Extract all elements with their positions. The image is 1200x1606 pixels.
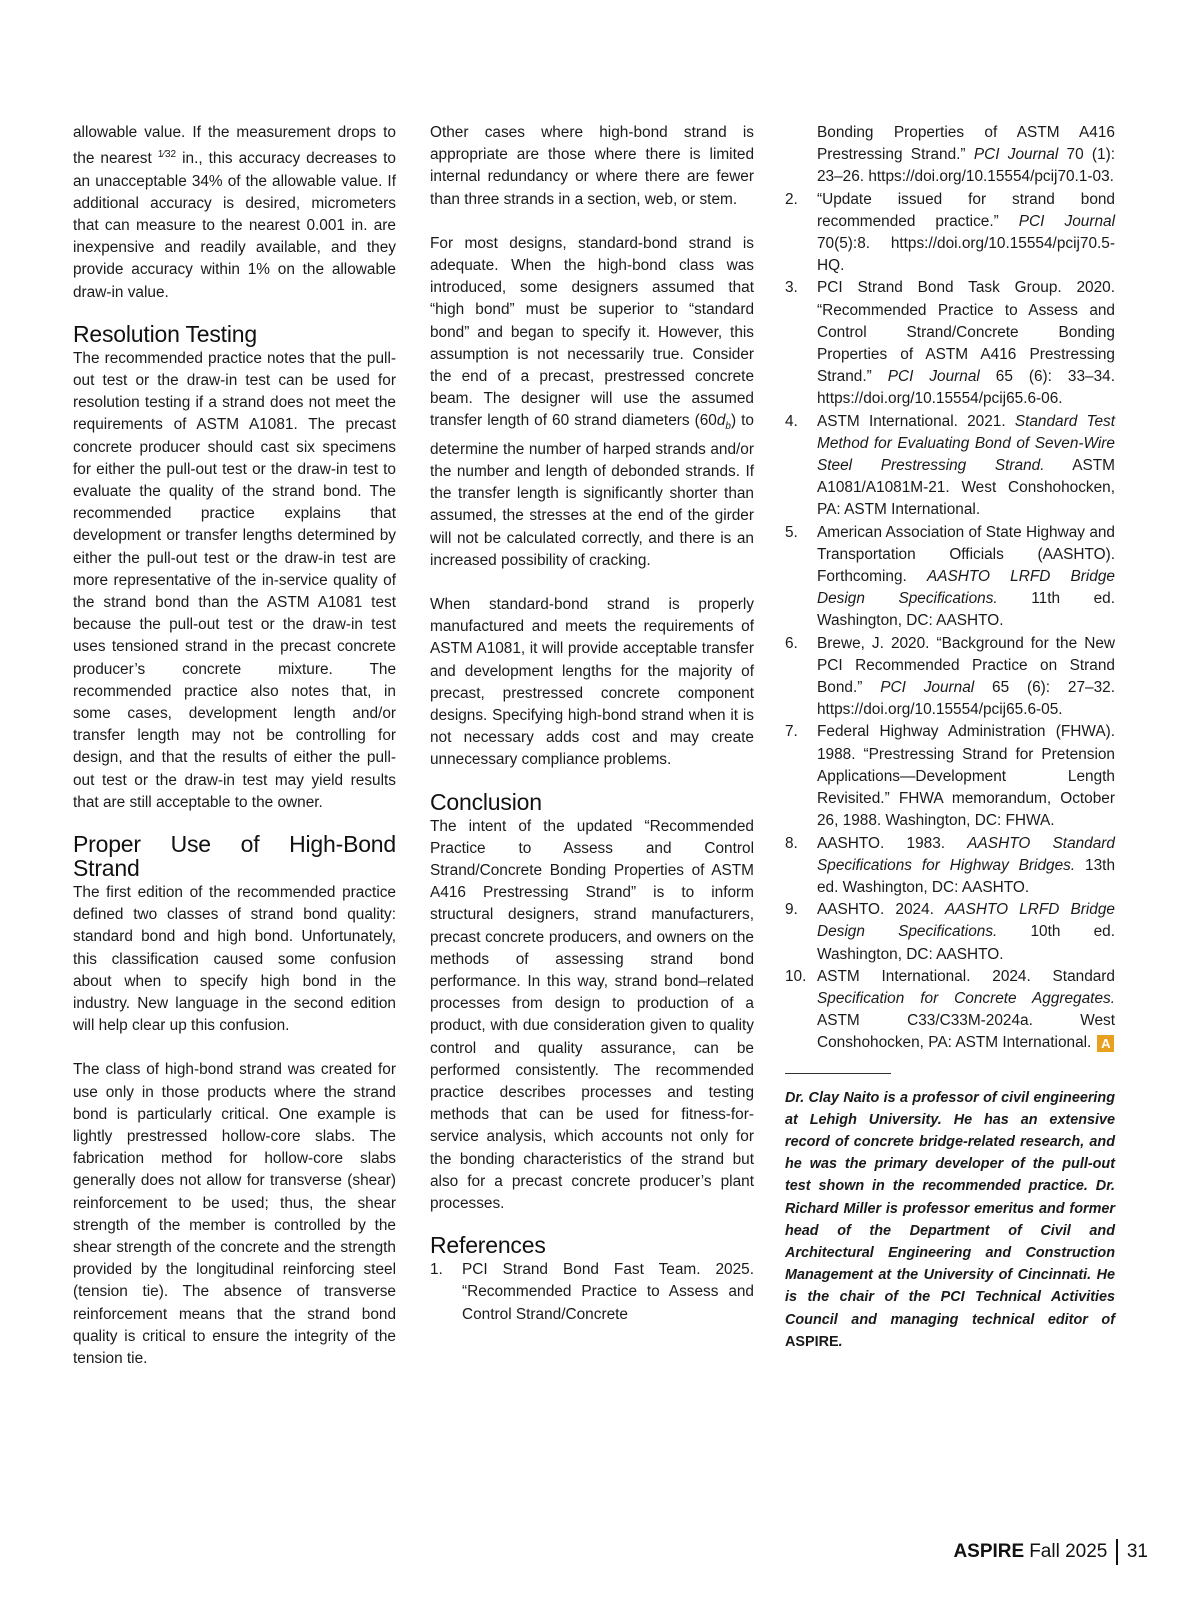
reference-item: 6. Brewe, J. 2020. “Background for the New PCI Recommended Practice on Strand Bond.” PCI Journal 65 (6): 27–32. https://doi.org/10.15554/pcij65.6-05. — [785, 634, 1116, 719]
aspire-logo-icon: A — [1097, 1035, 1114, 1052]
author-bio: Dr. Clay Naito is a professor of civil engineering at Lehigh University. He has an extensive record of concrete bridge-related research, and he was the primary developer of the pull-out test shown in the recommended practice. Dr. Richard Miller is professor emeritus and former head of the Department of Civil and Architectural Engineering and Construction Management at the University of Cincinnati. He is the chair of the PCI Technical Activities Council and managing technical editor of ASPIRE. — [785, 1089, 1115, 1350]
reference-list — [785, 122, 1115, 1055]
paragraph-conclusion: The intent of the updated “Recommended Practice to Assess and Control Strand/Concrete Bonding Properties of ASTM A416 Prestressing Strand” is to inform structural designers, strand manufacturers, precast concrete producers, and owners on the methods of assessing strand bond performance. In this way, strand bond–related processes from design to production of a product, with due consideration given to quality control and quality assurance, can be performed consistently. The recommended practice describes processes and testing methods that can be used for fitness-for-service analysis, which accounts not only for the bonding characteristics of the strand but also for a precast concrete producer’s plant processes. — [430, 817, 754, 1213]
reference-item: 1. PCI Strand Bond Fast Team. 2025. “Recommended Practice to Assess and Control Strand/Concrete — [430, 1261, 754, 1323]
paragraph-standard-bond: When standard-bond strand is properly manufactured and meets the requirements of ASTM A1081, it will provide acceptable transfer and development lengths for the majority of precast, prestressed concrete component designs. Specifying high-bond strand when it is not necessary adds cost and may create unnecessary compliance problems. — [430, 595, 754, 769]
paragraph-resolution: The recommended practice notes that the pull-out test or the draw-in test can be used for resolution testing if a strand does not meet the requirements of ASTM A1081. The precast concrete producer should cast six specimens for either the pull-out test or the draw-in test to evaluate the quality of the strand bond. The recommended practice explains that development or transfer lengths determined by either the pull-out test or the draw-in test are more representative of the in-service quality of the strand bond than the ASTM A1081 test because the pull-out test or the draw-in test uses tensioned strand in the precast concrete producer’s concrete mixture. The recommended practice also notes that, in some cases, development length and/or transfer length may not be controlling for design, and that the results of either the pull-out test or the draw-in test may yield results that are still acceptable to the owner. — [73, 349, 396, 811]
heading-references: References — [430, 1232, 546, 1259]
reference-item: 8. AASHTO. 1983. AASHTO Standard Specifications for Highway Bridges. 13th ed. Washington, DC: AASHTO. — [785, 834, 1116, 896]
column-2 — [430, 122, 754, 1326]
paragraph-proper-2: The class of high-bond strand was created for use only in those products where the strand bond is particularly critical. One example is lightly prestressed hollow-core slabs. The fabrication method for hollow-core slabs generally does not allow for transverse (shear) reinforcement to be used; thus, the shear strength of the member is controlled by the shear strength of the concrete and the strength provided by the longitudinal reinforcing steel (tension tie). The absence of transverse reinforcement means that the strand bond quality is critical to ensure the integrity of the tension tie. — [73, 1061, 396, 1368]
heading-proper-use: Proper Use of High-Bond Strand — [73, 831, 396, 882]
page-footer — [953, 1539, 1148, 1565]
paragraph-proper-1: The first edition of the recommended practice defined two classes of strand bond quality: standard bond and high bond. Unfortunately, this classification caused some confusion about when to specify high bond in the industry. New language in the second edition will help clear up this confusion. — [73, 884, 396, 1035]
column-3 — [785, 122, 1115, 1353]
paragraph-other-cases: Other cases where high-bond strand is appropriate are those where there is limited internal redundancy or where there are fewer than three strands in a section, web, or stem. — [430, 124, 754, 208]
reference-item-continued: Bonding Properties of ASTM A416 Prestressing Strand.” PCI Journal 70 (1): 23–26. https://doi.org/10.15554/pcij70.1-03. — [817, 124, 1115, 186]
reference-item: 5. American Association of State Highway and Transportation Officials (AASHTO). Forthcoming. AASHTO LRFD Bridge Design Specifications. 11th ed. Washington, DC: AASHTO. — [785, 523, 1116, 630]
reference-list-start — [430, 1259, 754, 1326]
column-1 — [73, 122, 396, 1370]
footer-divider — [1116, 1539, 1118, 1565]
heading-resolution-testing: Resolution Testing — [73, 320, 257, 347]
paragraph-intro: allowable value. If the measurement drops to the nearest $^{1⁄32}$ in., this accuracy decreases to an unacceptable 34% of the allowable value. If additional accuracy is desired, micrometers that can measure to the nearest 0.001 in. are inexpensive and readily available, and they provide accuracy within 1% on the allowable draw-in value. — [73, 124, 396, 301]
magazine-name: ASPIRE — [953, 1541, 1025, 1562]
issue-label: Fall 2025 — [1029, 1541, 1108, 1562]
reference-item: 10. ASTM International. 2024. Standard Specification for Concrete Aggregates. ASTM C33/C33M-2024a. West Conshohocken, PA: ASTM International. A — [785, 967, 1115, 1052]
heading-conclusion: Conclusion — [430, 788, 542, 815]
page-number: 31 — [1126, 1541, 1148, 1562]
reference-item: 9. AASHTO. 2024. AASHTO LRFD Bridge Design Specifications. 10th ed. Washington, DC: AASHTO. — [785, 901, 1115, 963]
reference-item: 3. PCI Strand Bond Task Group. 2020. “Recommended Practice to Assess and Control Strand/Concrete Bonding Properties of ASTM A416 Prestressing Strand.” PCI Journal 65 (6): 33–34. https://doi.org/10.15554/pcij65.6-06. — [785, 279, 1115, 408]
bio-divider — [785, 1073, 891, 1074]
reference-item: 4. ASTM International. 2021. Standard Test Method for Evaluating Bond of Seven-Wire Steel Prestressing Strand. ASTM A1081/A1081M-21. West Conshohocken, PA: ASTM International. — [785, 412, 1115, 519]
reference-item: 2. “Update issued for strand bond recommended practice.” PCI Journal 70(5):8. https://doi.org/10.15554/pcij70.5-HQ. — [785, 190, 1115, 275]
reference-item: 7. Federal Highway Administration (FHWA). 1988. “Prestressing Strand for Pretension Applications—Development Length Revisited.” FHWA memorandum, October 26, 1988. Washington, DC: FHWA. — [785, 723, 1115, 830]
fraction-1-32: 1⁄32 — [157, 149, 177, 161]
paragraph-most-designs: For most designs, standard-bond strand is adequate. When the high-bond class was introduced, some designers assumed that “high bond” must be superior to “standard bond” and began to specify it. However, this assumption is not necessarily true. Consider the end of a precast, prestressed concrete beam. The designer will use the assumed transfer length of 60 strand diameters $(60d_b)$ to determine the number of harped strands and/or the number and length of debonded strands. If the transfer length is significantly shorter than assumed, the stresses at the end of the girder will not be calculated correctly, and there is an increased possibility of cracking. — [430, 234, 754, 569]
